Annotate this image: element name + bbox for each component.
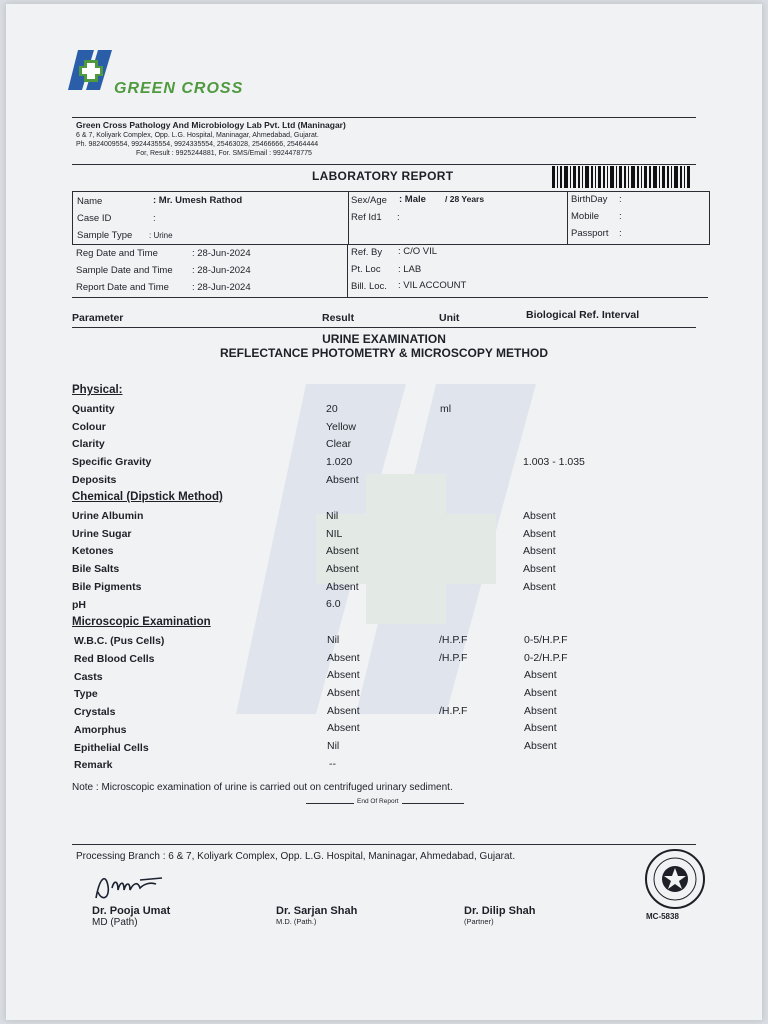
ref-bile-salts: Absent	[523, 563, 556, 575]
result-ph: 6.0	[326, 598, 341, 610]
ref-rbc: 0-2/H.P.F	[524, 652, 568, 664]
doctor-1	[92, 905, 170, 928]
result-casts: Absent	[327, 669, 360, 681]
name-value: : Mr. Umesh Rathod	[153, 195, 243, 206]
ref-wbc: 0-5/H.P.F	[524, 634, 568, 646]
birthday-label: BirthDay	[571, 194, 608, 205]
address-line-1: 6 & 7, Koliyark Complex, Opp. L.G. Hospital, Maninagar, Ahmedabad, Gujarat.	[76, 132, 319, 139]
mobile-label: Mobile	[571, 211, 599, 222]
param-clarity: Clarity	[72, 438, 105, 450]
result-amorphus: Absent	[327, 722, 360, 734]
param-urine-albumin: Urine Albumin	[72, 510, 144, 522]
param-colour: Colour	[72, 421, 106, 433]
report-date-label: Report Date and Time	[76, 282, 169, 293]
param-crystals: Crystals	[74, 706, 116, 718]
column-ref-interval: Biological Ref. Interval	[526, 309, 640, 321]
ref-by-label: Ref. By	[351, 247, 383, 258]
ref-urine-albumin: Absent	[523, 510, 556, 522]
report-sheet	[6, 4, 762, 1020]
report-title: LABORATORY REPORT	[312, 169, 454, 183]
ref-id-label: Ref Id1	[351, 212, 382, 223]
result-quantity: 20	[326, 403, 338, 415]
result-rbc: Absent	[327, 652, 360, 664]
passport-value: :	[619, 228, 622, 239]
footer-divider	[72, 844, 696, 845]
param-ketones: Ketones	[72, 545, 114, 557]
result-epithelial-cells: Nil	[327, 740, 340, 752]
report-date-value: : 28-Jun-2024	[192, 282, 251, 293]
param-rbc: Red Blood Cells	[74, 653, 155, 665]
param-ph: pH	[72, 599, 86, 611]
ref-epithelial-cells: Absent	[524, 740, 557, 752]
result-urine-sugar: NIL	[326, 528, 343, 540]
result-bile-salts: Absent	[326, 563, 359, 575]
param-wbc: W.B.C. (Pus Cells)	[74, 635, 165, 647]
ref-amorphus: Absent	[524, 722, 557, 734]
ref-urine-sugar: Absent	[523, 528, 556, 540]
param-amorphus: Amorphus	[74, 724, 127, 736]
ref-crystals: Absent	[524, 705, 557, 717]
doctor-3-degree: (Partner)	[464, 917, 494, 926]
info-column-divider	[347, 245, 348, 297]
param-specific-gravity: Specific Gravity	[72, 456, 152, 468]
sample-date-label: Sample Date and Time	[76, 265, 173, 276]
sample-type-label: Sample Type	[77, 230, 133, 241]
result-urine-albumin: Nil	[326, 510, 339, 522]
note-text: Note : Microscopic examination of urine is carried out on centrifuged urinary sediment.	[72, 782, 453, 793]
exam-method: REFLECTANCE PHOTOMETRY & MICROSCOPY METHOD	[219, 346, 549, 360]
name-label: Name	[77, 196, 103, 207]
doctor-2	[276, 905, 357, 926]
microscopic-title: Microscopic Examination	[72, 616, 211, 628]
column-parameter: Parameter	[72, 312, 124, 324]
bill-loc-label: Bill. Loc.	[351, 281, 387, 292]
date-info-box	[72, 245, 708, 298]
ref-ketones: Absent	[523, 545, 556, 557]
unit-wbc: /H.P.F	[439, 634, 468, 646]
sample-date-value: : 28-Jun-2024	[192, 265, 251, 276]
column-result: Result	[322, 312, 355, 324]
address-line-2: Ph. 9824009554, 9924435554, 9924335554, 25463028, 25466666, 25464444	[76, 141, 319, 148]
result-wbc: Nil	[327, 634, 340, 646]
address-line-3: For, Result : 9925244881, For. SMS/Email : 9924478775	[136, 150, 312, 157]
mobile-value: :	[619, 211, 622, 222]
result-colour: Yellow	[326, 421, 356, 433]
sex-value: : Male	[399, 194, 426, 205]
result-remark: --	[329, 758, 336, 770]
param-urine-sugar: Urine Sugar	[72, 528, 132, 540]
chemical-title: Chemical (Dipstick Method)	[72, 491, 223, 503]
title-divider	[72, 164, 696, 165]
result-specific-gravity: 1.020	[326, 456, 353, 468]
doctor-3	[464, 905, 536, 926]
reg-date-label: Reg Date and Time	[76, 248, 158, 259]
seal-code: MC-5838	[646, 912, 679, 921]
doctor-1-name: Dr. Pooja Umat	[92, 905, 171, 917]
param-epithelial-cells: Epithelial Cells	[74, 742, 149, 754]
param-deposits: Deposits	[72, 474, 117, 486]
birthday-value: :	[619, 194, 622, 205]
param-bile-pigments: Bile Pigments	[72, 581, 142, 593]
barcode-icon	[552, 166, 692, 188]
unit-crystals: /H.P.F	[439, 705, 468, 717]
result-deposits: Absent	[326, 474, 359, 486]
ref-type: Absent	[524, 687, 557, 699]
doctor-3-name: Dr. Dilip Shah	[464, 905, 536, 917]
case-id-label: Case ID	[77, 213, 112, 224]
pt-loc-value: : LAB	[398, 264, 422, 275]
reg-date-value: : 28-Jun-2024	[192, 248, 251, 259]
result-clarity: Clear	[326, 438, 352, 450]
info-column-divider	[567, 192, 568, 244]
passport-label: Passport	[571, 228, 609, 239]
result-crystals: Absent	[327, 705, 360, 717]
param-casts: Casts	[74, 671, 103, 683]
ref-casts: Absent	[524, 669, 557, 681]
unit-quantity: ml	[440, 403, 452, 415]
processing-branch: Processing Branch : 6 & 7, Koliyark Complex, Opp. L.G. Hospital, Maninagar, Ahmedabad, Gujarat.	[76, 851, 516, 862]
pt-loc-label: Pt. Loc	[351, 264, 381, 275]
patient-info-box	[72, 191, 710, 245]
param-remark: Remark	[74, 759, 113, 771]
sex-age-label: Sex/Age	[351, 195, 387, 206]
result-bile-pigments: Absent	[326, 581, 359, 593]
green-cross-logo-icon	[68, 46, 118, 94]
lab-address	[76, 131, 496, 158]
unit-rbc: /H.P.F	[439, 652, 468, 664]
age-value: / 28 Years	[445, 194, 485, 204]
ref-bile-pigments: Absent	[523, 581, 556, 593]
end-of-report: End Of Report	[354, 798, 402, 805]
case-id-value: :	[153, 213, 156, 224]
brand-wordmark: GREEN CROSS	[114, 80, 244, 97]
lab-name: Green Cross Pathology And Microbiology Lab Pvt. Ltd (Maninagar)	[76, 120, 346, 130]
param-bile-salts: Bile Salts	[72, 563, 120, 575]
info-column-divider	[348, 192, 349, 244]
signature-icon	[90, 866, 170, 906]
result-type: Absent	[327, 687, 360, 699]
physical-title: Physical:	[72, 384, 123, 396]
column-unit: Unit	[439, 312, 460, 324]
param-quantity: Quantity	[72, 403, 115, 415]
doctor-2-name: Dr. Sarjan Shah	[276, 905, 358, 917]
ref-id-value: :	[397, 212, 400, 223]
header-divider	[72, 117, 696, 118]
param-type: Type	[74, 688, 98, 700]
doctor-2-degree: M.D. (Path.)	[276, 917, 317, 926]
ref-by-value: : C/O VIL	[398, 246, 438, 257]
result-ketones: Absent	[326, 545, 359, 557]
sample-type-value: : Urine	[149, 231, 173, 240]
exam-title: URINE EXAMINATION	[322, 332, 446, 346]
accreditation-seal-icon	[644, 848, 706, 910]
column-header-divider	[72, 327, 696, 328]
doctor-1-degree: MD (Path)	[92, 917, 138, 928]
bill-loc-value: : VIL ACCOUNT	[398, 280, 467, 291]
ref-specific-gravity: 1.003 - 1.035	[523, 456, 585, 468]
